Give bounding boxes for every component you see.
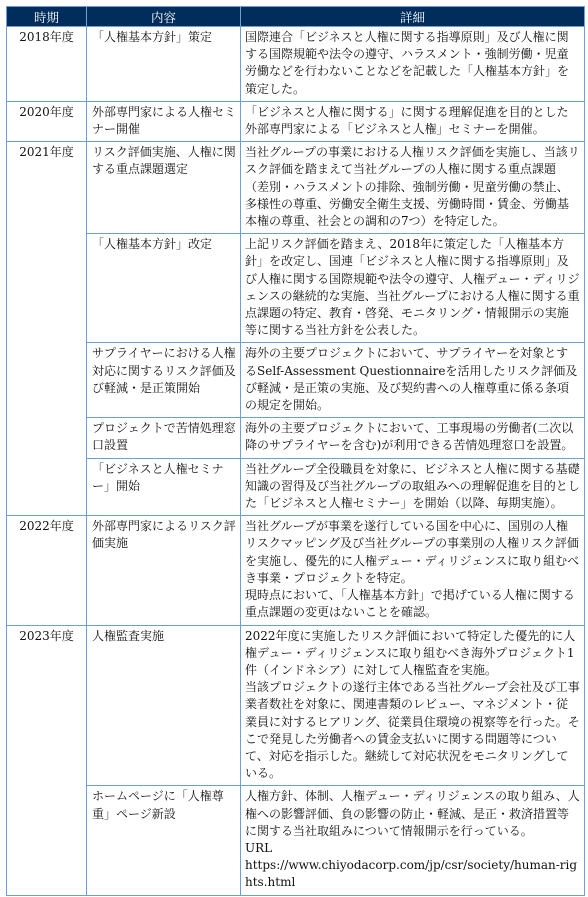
content-cell: 人権監査実施 bbox=[87, 625, 241, 786]
detail-text: 「ビジネスと人権に関する」に関する理解促進を目的とした外部専門家による「ビジネスと人権」セミナーを開催。 bbox=[245, 104, 569, 137]
content-cell: 「ビジネスと人権セミナー」開始 bbox=[87, 458, 241, 516]
header-detail: 詳細 bbox=[241, 7, 585, 27]
detail-text: 当社グループ全役職員を対象に、ビジネスと人権に関する基礎知識の習得及び当社グループの取組みへの理解促進を目的とした「ビジネスと人権セミナー」を開始（以降、毎期実施）。 bbox=[245, 461, 580, 511]
header-period: 時期 bbox=[7, 7, 87, 27]
detail-text: 人権方針、体制、人権デュー・ディリジェンスの取り組み、人権への影響評価、負の影響の防止・軽減、是正・救済措置等に関する当社取組みについて情報開示を行っている。 bbox=[245, 789, 580, 838]
detail-text: 国際連合「ビジネスと人権に関する指導原則」及び人権に関する国際規範や法令の遵守、ハラスメント・強制労働・児童労働などを行わないことなどを記載した「人権基本方針」を策定した。 bbox=[245, 30, 570, 96]
detail-text: 海外の主要プロジェクトにおいて、工事現場の労働者(二次以降のサプライヤーを含む)が利用できる苦情処理窓口を設置。 bbox=[245, 421, 574, 453]
header-content: 内容 bbox=[87, 7, 241, 27]
period-cell: 2021年度 bbox=[7, 142, 87, 516]
content-cell: プロジェクトで苦情処理窓口設置 bbox=[87, 418, 241, 458]
period-cell: 2018年度 bbox=[7, 27, 87, 102]
table-row bbox=[7, 458, 585, 516]
table-row bbox=[7, 101, 585, 141]
url-label: URL bbox=[245, 840, 273, 855]
human-rights-history-table bbox=[6, 6, 585, 896]
content-cell: ホームページに「人権尊重」ページ新設 bbox=[87, 786, 241, 895]
content-cell: リスク評価実施、人権に関する重点課題選定 bbox=[87, 142, 241, 234]
detail-cell bbox=[241, 418, 585, 458]
table-row bbox=[7, 27, 585, 102]
table-header-row bbox=[7, 7, 585, 27]
detail-cell bbox=[241, 27, 585, 102]
content-cell: サプライヤーにおける人権対応に関するリスク評価及び軽減・是正策開始 bbox=[87, 343, 241, 418]
detail-cell bbox=[241, 343, 585, 418]
table-row bbox=[7, 142, 585, 234]
detail-cell bbox=[241, 101, 585, 141]
table-row bbox=[7, 343, 585, 418]
period-cell: 2022年度 bbox=[7, 516, 87, 625]
table-row bbox=[7, 625, 585, 786]
period-cell: 2023年度 bbox=[7, 625, 87, 895]
detail-text: 当該プロジェクトの遂行主体である当社グループ会社及び工事業者数社を対象に、関連書類のレビュー、マネジメント・従業員に対するヒアリング、従業員住環境の視察等を行った。そこで発見した労働者への賃金支払いに関する問題等について、対応を指示した。継続して対応状況をモニタリングしている。 bbox=[245, 680, 580, 781]
content-cell: 「人権基本方針」改定 bbox=[87, 234, 241, 343]
detail-text: 海外の主要プロジェクトにおいて、サプライヤーを対象とするSelf-Assessment Questionnaireを活用したリスク評価及び軽減・是正策の実施、及び契約書への人権尊重に係る条項の規定を開始。 bbox=[245, 346, 578, 413]
detail-text: 当社グループの事業における人権リスク評価を実施し、当該リスク評価を踏まえて当社グループの人権に関する重点課題（差別・ハラスメントの排除、強制労働・児童労働の禁止、多様性の尊重、労働安全衛生支援、労働時間・賃金、労働基本権の尊重、社会との調和の7つ）を特定した。 bbox=[245, 145, 580, 229]
table-row bbox=[7, 516, 585, 625]
table-row bbox=[7, 786, 585, 895]
content-cell: 外部専門家によるリスク評価実施 bbox=[87, 516, 241, 625]
period-cell: 2020年度 bbox=[7, 101, 87, 141]
detail-cell bbox=[241, 234, 585, 343]
table-row bbox=[7, 418, 585, 458]
detail-cell bbox=[241, 625, 585, 786]
detail-cell bbox=[241, 458, 585, 516]
detail-text: 現時点において、「人権基本方針」で掲げている人権に関する重点課題の変更はないことを確認。 bbox=[245, 588, 575, 620]
detail-cell bbox=[241, 786, 585, 895]
detail-text: 当社グループが事業を遂行している国を中心に、国別の人権リスクマッピング及び当社グループの事業別の人権リスク評価を実施し、優先的に人権デュー・ディリジェンスに取り組むべき事業・プロジェクトを特定。 bbox=[245, 519, 580, 585]
detail-text: 2022年度に実施したリスク評価において特定した優先的に人権デュー・ディリジェンスに取り組むべき海外プロジェクト1件（インドネシア）に対して人権監査を実施。 bbox=[245, 628, 576, 677]
content-cell: 外部専門家による人権セミナー開催 bbox=[87, 101, 241, 141]
content-cell: 「人権基本方針」策定 bbox=[87, 27, 241, 102]
detail-cell bbox=[241, 142, 585, 234]
detail-cell bbox=[241, 516, 585, 625]
table-row bbox=[7, 234, 585, 343]
human-rights-page-url[interactable]: https://www.chiyodacorp.com/jp/csr/society/human-rights.html bbox=[245, 858, 578, 890]
detail-text: 上記リスク評価を踏まえ、2018年に策定した「人権基本方針」を改定し、国連「ビジネスと人権に関する指導原則」及び人権に関する国際規範や法令の遵守、人権デュー・ディリジェンスの継続的な実施、当社グループにおける人権に関する重点課題の特定、教育・啓発、モニタリング・情報開示の実施等に関する当社方針を公表した。 bbox=[245, 237, 580, 338]
